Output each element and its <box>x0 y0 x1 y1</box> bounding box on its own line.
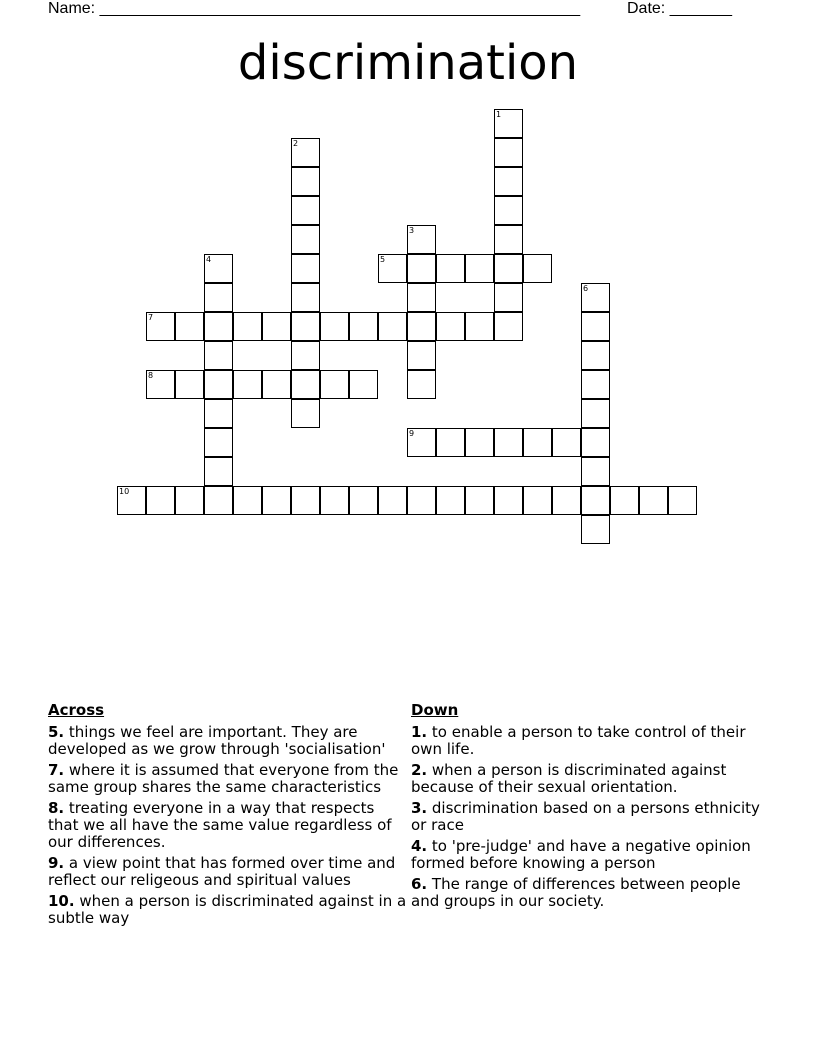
grid-cell[interactable] <box>436 312 465 341</box>
grid-cell[interactable] <box>407 370 436 399</box>
down-clue <box>411 724 771 758</box>
grid-cell[interactable] <box>436 428 465 457</box>
grid-cell[interactable] <box>117 486 146 515</box>
grid-cell[interactable] <box>494 283 523 312</box>
clue-number: 1. <box>411 723 428 741</box>
across-clue <box>48 724 408 758</box>
across-clue <box>48 762 408 796</box>
grid-cell[interactable] <box>465 428 494 457</box>
grid-cell[interactable] <box>552 428 581 457</box>
clue-number: 2. <box>411 761 428 779</box>
grid-cell[interactable] <box>581 283 610 312</box>
clue-number: 4. <box>411 837 428 855</box>
grid-cell[interactable] <box>581 341 610 370</box>
clue-text: The range of differences between people and groups in our society. <box>411 875 741 910</box>
cell-number: 3 <box>409 226 415 235</box>
grid-cell[interactable] <box>291 225 320 254</box>
grid-cell[interactable] <box>523 486 552 515</box>
grid-cell[interactable] <box>175 486 204 515</box>
grid-cell[interactable] <box>581 312 610 341</box>
grid-cell[interactable] <box>465 312 494 341</box>
grid-cell[interactable] <box>407 341 436 370</box>
cell-number: 10 <box>119 487 130 496</box>
cell-number: 8 <box>148 371 154 380</box>
down-clues <box>411 701 771 914</box>
grid-cell[interactable] <box>378 486 407 515</box>
grid-cell[interactable] <box>204 486 233 515</box>
clue-text: things we feel are important. They are developed as we grow through 'socialisation' <box>48 723 386 758</box>
clue-text: when a person is discriminated against in a subtle way <box>48 892 407 927</box>
down-clue <box>411 762 771 796</box>
grid-cell[interactable] <box>494 225 523 254</box>
grid-cell[interactable] <box>639 486 668 515</box>
grid-cell[interactable] <box>262 312 291 341</box>
grid-cell[interactable] <box>407 428 436 457</box>
across-clue <box>48 800 408 851</box>
grid-cell[interactable] <box>610 486 639 515</box>
grid-cell[interactable] <box>436 254 465 283</box>
grid-cell[interactable] <box>407 254 436 283</box>
grid-cell[interactable] <box>262 370 291 399</box>
grid-cell[interactable] <box>204 399 233 428</box>
clue-text: discrimination based on a persons ethnicity or race <box>411 799 760 834</box>
grid-cell[interactable] <box>494 486 523 515</box>
grid-cell[interactable] <box>146 312 175 341</box>
grid-cell[interactable] <box>581 457 610 486</box>
grid-cell[interactable] <box>494 428 523 457</box>
cell-number: 1 <box>496 110 502 119</box>
grid-cell[interactable] <box>233 312 262 341</box>
clue-text: a view point that has formed over time and reflect our religeous and spiritual values <box>48 854 396 889</box>
grid-cell[interactable] <box>204 254 233 283</box>
grid-cell[interactable] <box>552 486 581 515</box>
grid-cell[interactable] <box>581 370 610 399</box>
date-field-label: Date: _______ <box>627 0 732 17</box>
down-clue <box>411 800 771 834</box>
clue-number: 6. <box>411 875 428 893</box>
grid-cell[interactable] <box>320 312 349 341</box>
grid-cell[interactable] <box>494 312 523 341</box>
across-clues <box>48 701 408 931</box>
grid-cell[interactable] <box>291 341 320 370</box>
grid-cell[interactable] <box>494 138 523 167</box>
grid-cell[interactable] <box>233 370 262 399</box>
grid-cell[interactable] <box>146 370 175 399</box>
clue-text: treating everyone in a way that respects that we all have the same value regardless of our differences. <box>48 799 392 851</box>
grid-cell[interactable] <box>291 167 320 196</box>
grid-cell[interactable] <box>291 196 320 225</box>
grid-cell[interactable] <box>581 428 610 457</box>
across-clue <box>48 855 408 889</box>
cell-number: 2 <box>293 139 299 148</box>
cell-number: 6 <box>583 284 589 293</box>
grid-cell[interactable] <box>378 312 407 341</box>
grid-cell[interactable] <box>436 486 465 515</box>
grid-cell[interactable] <box>233 486 262 515</box>
clue-text: to 'pre-judge' and have a negative opinion formed before knowing a person <box>411 837 751 872</box>
grid-cell[interactable] <box>407 225 436 254</box>
grid-cell[interactable] <box>494 196 523 225</box>
grid-cell[interactable] <box>175 312 204 341</box>
grid-cell[interactable] <box>291 370 320 399</box>
cell-number: 9 <box>409 429 415 438</box>
grid-cell[interactable] <box>291 486 320 515</box>
grid-cell[interactable] <box>291 138 320 167</box>
grid-cell[interactable] <box>523 428 552 457</box>
grid-cell[interactable] <box>581 515 610 544</box>
clue-number: 5. <box>48 723 65 741</box>
grid-cell[interactable] <box>407 486 436 515</box>
grid-cell[interactable] <box>581 486 610 515</box>
grid-cell[interactable] <box>204 341 233 370</box>
grid-cell[interactable] <box>494 167 523 196</box>
grid-cell[interactable] <box>465 254 494 283</box>
down-clue <box>411 876 771 910</box>
clue-number: 10. <box>48 892 75 910</box>
cell-number: 7 <box>148 313 154 322</box>
grid-cell[interactable] <box>349 370 378 399</box>
page-title: discrimination <box>237 35 579 91</box>
across-clue <box>48 893 408 927</box>
clue-number: 8. <box>48 799 65 817</box>
clue-text: to enable a person to take control of their own life. <box>411 723 746 758</box>
grid-cell[interactable] <box>494 109 523 138</box>
grid-cell[interactable] <box>204 428 233 457</box>
grid-cell[interactable] <box>204 312 233 341</box>
grid-cell[interactable] <box>204 283 233 312</box>
grid-cell[interactable] <box>320 370 349 399</box>
clue-number: 9. <box>48 854 65 872</box>
grid-cell[interactable] <box>407 312 436 341</box>
cell-number: 4 <box>206 255 212 264</box>
grid-cell[interactable] <box>291 399 320 428</box>
grid-cell[interactable] <box>465 486 494 515</box>
grid-cell[interactable] <box>175 370 204 399</box>
grid-cell[interactable] <box>320 486 349 515</box>
grid-cell[interactable] <box>349 312 378 341</box>
grid-cell[interactable] <box>523 254 552 283</box>
grid-cell[interactable] <box>407 283 436 312</box>
grid-cell[interactable] <box>262 486 291 515</box>
grid-cell[interactable] <box>291 254 320 283</box>
clue-text: where it is assumed that everyone from the same group shares the same characteristics <box>48 761 399 796</box>
down-clue <box>411 838 771 872</box>
clue-number: 7. <box>48 761 65 779</box>
grid-cell[interactable] <box>378 254 407 283</box>
grid-cell[interactable] <box>291 283 320 312</box>
grid-cell[interactable] <box>146 486 175 515</box>
clue-text: when a person is discriminated against because of their sexual orientation. <box>411 761 727 796</box>
name-field-label: Name: ______________________________________________________ <box>48 0 581 17</box>
cell-number: 5 <box>380 255 386 264</box>
grid-cell[interactable] <box>494 254 523 283</box>
grid-cell[interactable] <box>204 370 233 399</box>
grid-cell[interactable] <box>291 312 320 341</box>
grid-cell[interactable] <box>349 486 378 515</box>
grid-cell[interactable] <box>581 399 610 428</box>
grid-cell[interactable] <box>668 486 697 515</box>
grid-cell[interactable] <box>204 457 233 486</box>
clue-number: 3. <box>411 799 428 817</box>
across-heading: Across <box>48 701 105 719</box>
down-heading: Down <box>411 701 459 719</box>
